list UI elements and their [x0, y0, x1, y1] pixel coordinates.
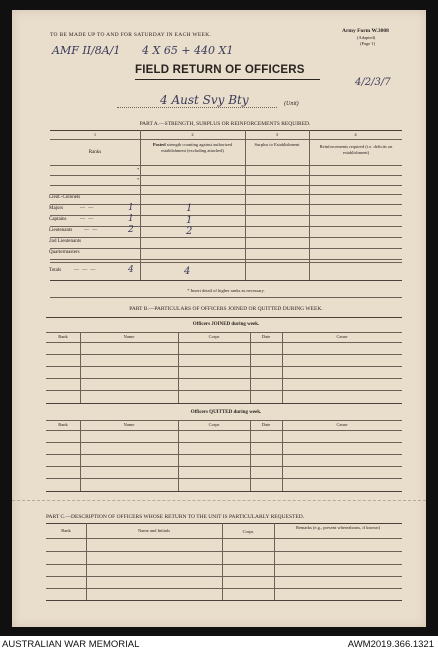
col-header-posted-rest: strength counting against authorized establishment (excluding attached)	[161, 142, 233, 153]
rank-label-lieutenants: Lieutenants	[49, 228, 73, 233]
unit-label: (Unit)	[284, 101, 299, 107]
part-c-heading: PART C.—DESCRIPTION OF OFFICERS WHOSE RETURN TO THE UNIT IS PARTICULARLY REQUESTED.	[46, 514, 305, 520]
rule	[46, 564, 402, 565]
form-title: FIELD RETURN OF OFFICERS	[135, 64, 305, 76]
leader-dashes: — —	[80, 206, 95, 211]
rule	[46, 342, 402, 343]
rule	[46, 538, 402, 539]
tally-lieutenants: 2	[128, 225, 134, 235]
col-header-surplus: Surplus to Establishment	[254, 142, 300, 147]
rule	[250, 420, 251, 491]
quitted-col-name: Name	[123, 422, 135, 427]
rule	[282, 420, 283, 491]
rule	[50, 259, 402, 260]
document-page	[12, 10, 426, 627]
rule	[46, 454, 402, 455]
unit-name: 4 Aust Svy Bty	[160, 93, 249, 107]
col-number-1: 1	[93, 132, 97, 137]
rule	[46, 600, 402, 601]
footer-institution: AUSTRALIAN WAR MEMORIAL	[2, 639, 140, 650]
rank-label-lieut-colonels: Lieut.-Colonels	[49, 195, 81, 200]
posted-captains: 1	[186, 215, 193, 226]
rule	[50, 262, 402, 263]
joined-col-name: Name	[123, 334, 135, 339]
joined-title: Officers JOINED during week.	[192, 322, 260, 327]
asterisk-mark: *	[137, 167, 140, 172]
rule	[282, 332, 283, 403]
rule	[46, 317, 402, 318]
rule	[178, 332, 179, 403]
totals-label: Totals	[49, 268, 62, 273]
col-header-posted-bold: Posted	[152, 142, 166, 147]
form-adapted-note: (Adapted)	[357, 35, 376, 40]
rule	[50, 248, 402, 249]
fold-line	[12, 500, 426, 501]
rule	[274, 523, 275, 600]
rule	[50, 204, 402, 205]
rule	[50, 215, 402, 216]
rule	[222, 523, 223, 600]
rank-label-captains: Captains	[49, 217, 67, 222]
army-form-number: Army Form W.3008	[342, 28, 389, 34]
quitted-col-cause: Cause	[336, 422, 348, 427]
rule	[80, 332, 81, 403]
rule	[50, 165, 402, 166]
rule	[50, 237, 402, 238]
rule	[46, 378, 402, 379]
rule	[46, 390, 402, 391]
handwritten-date: 4/2/3/7	[355, 77, 391, 88]
part-a-heading: PART A.—STRENGTH, SURPLUS OR REINFORCEMENTS REQUIRED.	[139, 121, 311, 127]
tally-majors: 1	[128, 203, 134, 213]
rule	[178, 420, 179, 491]
rule	[250, 332, 251, 403]
rule	[80, 420, 81, 491]
rank-label-2nd-lieutenants: 2nd Lieutenants	[49, 239, 82, 244]
rule	[46, 420, 402, 421]
unit-line	[117, 107, 277, 108]
part-c-col-corps: Corps	[242, 529, 254, 534]
joined-col-date: Date	[261, 334, 271, 339]
posted-majors: 1	[186, 203, 193, 214]
rule	[309, 130, 310, 280]
col-header-reinforcements: Reinforcements required (i.e. deficits on establishment)	[319, 144, 393, 155]
tally-captains: 1	[128, 214, 134, 224]
asterisk-mark: *	[137, 177, 140, 182]
rule	[50, 175, 402, 176]
rule	[46, 478, 402, 479]
rule	[46, 430, 402, 431]
rank-label-majors: Majors	[49, 206, 64, 211]
handwritten-reference: AMF II/8A/1	[52, 44, 121, 57]
rule	[46, 491, 402, 492]
quitted-col-rank: Rank	[58, 422, 68, 427]
part-c-col-remarks: Remarks (e.g., present whereabouts, if known)	[295, 525, 381, 530]
rank-label-quartermasters: Quartermasters	[49, 250, 80, 255]
rule	[46, 332, 402, 333]
col-number-4: 4	[354, 132, 357, 137]
title-underline	[135, 79, 320, 80]
rule	[86, 523, 87, 600]
rule	[50, 139, 402, 140]
posted-lieutenants: 2	[186, 226, 193, 237]
joined-col-rank: Rank	[58, 334, 68, 339]
rule	[46, 523, 402, 524]
handwritten-number: 4 X 65 + 440 X1	[142, 44, 234, 57]
rule	[46, 466, 402, 467]
leader-dashes: — —	[84, 228, 99, 233]
rule	[140, 130, 141, 280]
rule	[50, 226, 402, 227]
quitted-title: Officers QUITTED during week.	[190, 410, 262, 415]
totals-posted: 4	[184, 266, 191, 277]
part-a-footnote: * Insert detail of higher ranks as necessary.	[187, 288, 265, 293]
part-c-col-name: Name and Initials	[138, 528, 170, 533]
rule	[245, 130, 246, 280]
col-header-posted	[142, 142, 243, 153]
leader-dashes: — — —	[74, 268, 97, 273]
archive-footer	[0, 636, 438, 653]
rule	[46, 442, 402, 443]
col-number-3: 3	[275, 132, 279, 137]
footer-accession-number: AWM2019.366.1321	[347, 639, 434, 650]
form-page-number: (Page 1)	[360, 41, 376, 46]
rule	[46, 403, 402, 404]
rule	[46, 354, 402, 355]
instruction-text: TO BE MADE UP TO AND FOR SATURDAY IN EACH WEEK.	[50, 32, 212, 38]
rule	[50, 194, 402, 195]
part-b-heading: PART B.—PARTICULARS OF OFFICERS JOINED OR QUITTED DURING WEEK.	[129, 306, 323, 312]
quitted-col-date: Date	[261, 422, 271, 427]
rule	[46, 576, 402, 577]
rule	[50, 185, 402, 186]
col-number-2: 2	[191, 132, 194, 137]
part-c-col-rank: Rank	[61, 528, 71, 533]
rule	[46, 366, 402, 367]
rule	[50, 280, 402, 281]
rule	[46, 588, 402, 589]
quitted-col-corps: Corps	[208, 422, 220, 427]
totals-tally: 4	[128, 265, 134, 275]
col-header-ranks: Ranks	[88, 150, 102, 155]
leader-dashes: — —	[80, 217, 95, 222]
rule	[46, 551, 402, 552]
rule	[50, 130, 402, 131]
joined-col-corps: Corps	[208, 334, 220, 339]
rule	[50, 297, 402, 298]
joined-col-cause: Cause	[336, 334, 348, 339]
